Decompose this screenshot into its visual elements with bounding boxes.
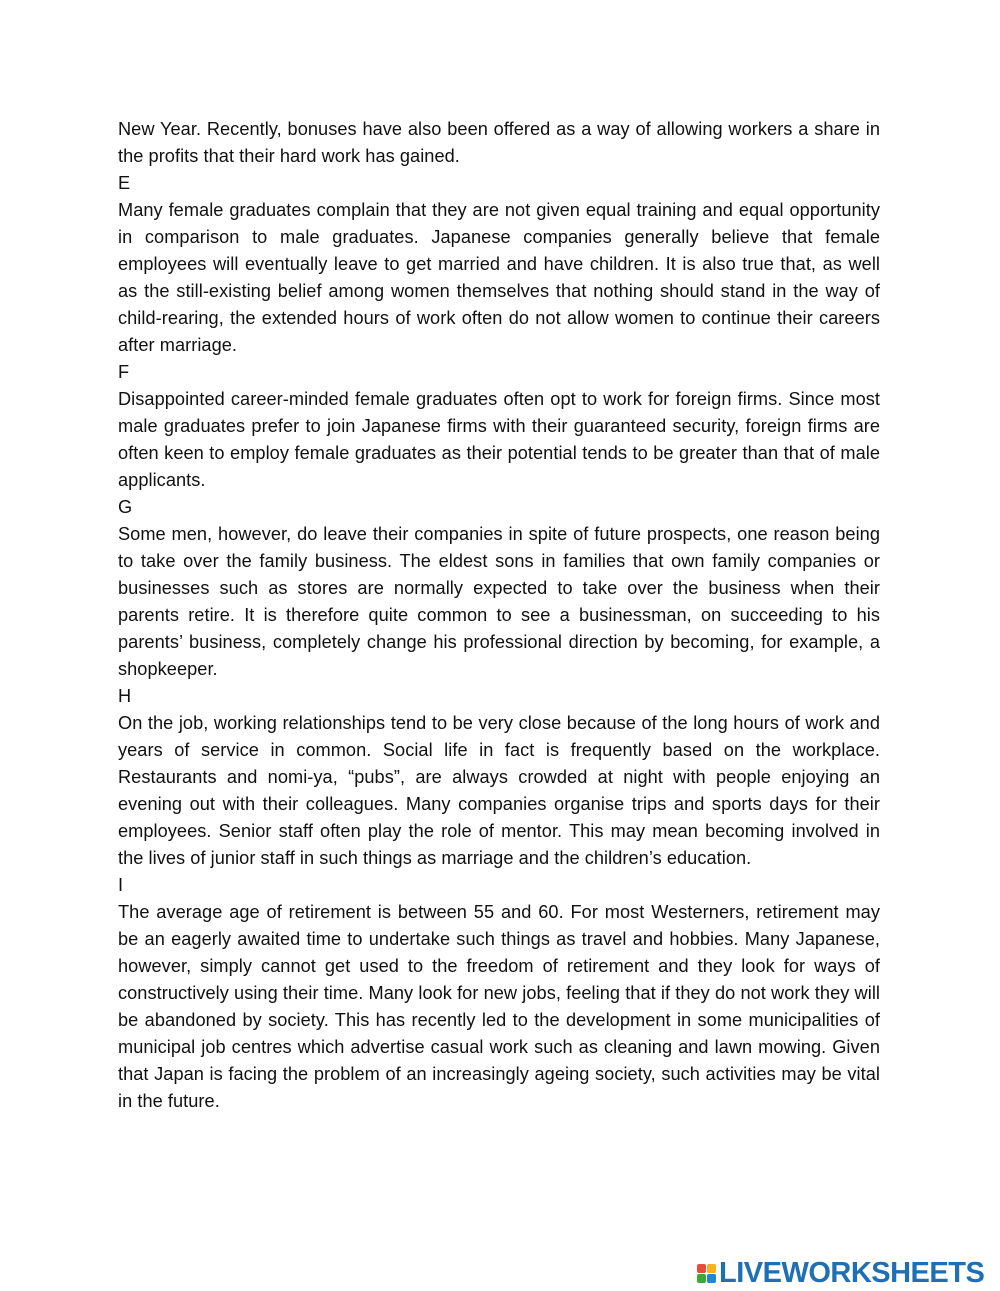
section-paragraph-i: The average age of retirement is between 55 and 60. For most Westerners, retirement may be an eagerly awaited time to undertake such things as travel and hobbies. Many Japanese, however, simply cannot get used to the freedom of retirement and they look for ways of constructively using their time. Many look for new jobs, feeling that if they do not work they will be abandoned by society. This has recently led to the development in some municipalities of municipal job centres which advertise casual work such as cleaning and lawn mowing. Given that Japan is facing the problem of an increasingly ageing society, such activities may be vital in the future. [118,902,880,1111]
liveworksheets-logo-icon [697,1264,716,1283]
section-paragraph-e: Many female graduates complain that they are not given equal training and equal opportunity in comparison to male graduates. Japanese companies generally believe that female employees will eventually leave to get married and have children. It is also true that, as well as the still-existing belief among women themselves that nothing should stand in the way of child-rearing, the extended hours of work often do not allow women to continue their careers after marriage. [118,200,880,355]
section-letter-e: E [118,173,131,193]
section-paragraph-f: Disappointed career-minded female graduates often opt to work for foreign firms. Since most male graduates prefer to join Japanese firms with their guaranteed security, foreign firms are often keen to employ female graduates as their potential tends to be greater than that of male applicants. [118,389,880,490]
logo-tile-red [697,1264,706,1273]
liveworksheets-wordmark: LIVEWORKSHEETS [719,1256,985,1289]
intro-paragraph: New Year. Recently, bonuses have also been offered as a way of allowing workers a share in the profits that their hard work has gained. [118,119,880,166]
section-letter-f: F [118,362,130,382]
section-paragraph-h: On the job, working relationships tend to be very close because of the long hours of work and years of service in common. Social life in fact is frequently based on the workplace. Restaurants and nomi-ya, “pubs”, are always crowded at night with people enjoying an evening out with their colleagues. Many companies organise trips and sports days for their employees. Senior staff often play the role of mentor. This may mean becoming involved in the lives of junior staff in such things as marriage and the children’s education. [118,713,880,868]
section-letter-g: G [118,497,133,517]
section-letter-h: H [118,686,132,706]
document-page [118,116,880,1115]
liveworksheets-brand[interactable] [697,1257,984,1289]
logo-tile-blue [707,1274,716,1283]
section-paragraph-g: Some men, however, do leave their companies in spite of future prospects, one reason being to take over the family business. The eldest sons in families that own family companies or businesses such as stores are normally expected to take over the business when their parents retire. It is therefore quite common to see a businessman, on succeeding to his parents’ business, completely change his professional direction by becoming, for example, a shopkeeper. [118,524,880,679]
section-letter-i: I [118,875,124,895]
logo-tile-green [697,1274,706,1283]
logo-tile-yellow [707,1264,716,1273]
